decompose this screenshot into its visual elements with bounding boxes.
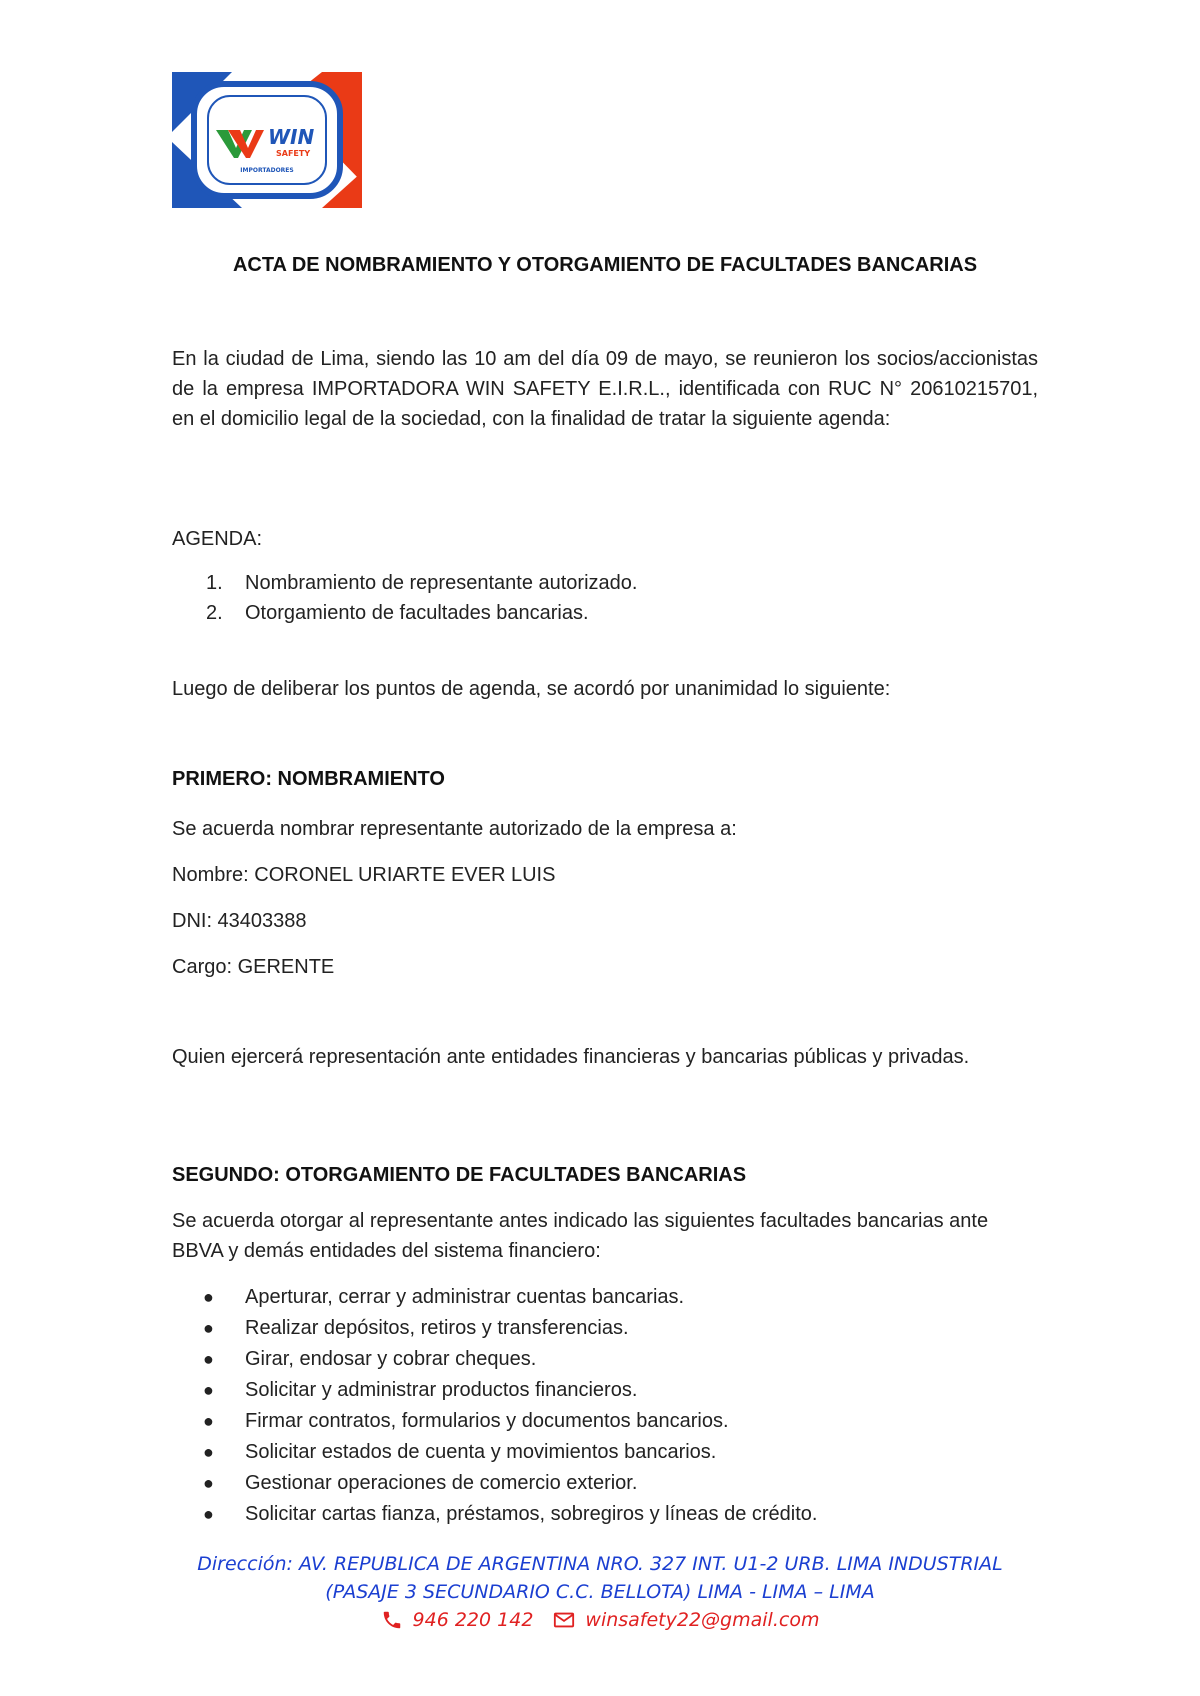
list-item: ● Firmar contratos, formularios y documentos bancarios.: [172, 1406, 1038, 1437]
deliberation-paragraph: Luego de deliberar los puntos de agenda, se acordó por unanimidad lo siguiente:: [172, 678, 891, 700]
footer-address-line-2: (PASAJE 3 SECUNDARIO C.C. BELLOTA) LIMA - LIMA – LIMA: [325, 1581, 875, 1603]
primero-lead: Se acuerda nombrar representante autorizado de la empresa a:: [172, 818, 737, 840]
primero-heading: PRIMERO: NOMBRAMIENTO: [172, 768, 445, 790]
bullet-icon: ●: [203, 1349, 214, 1369]
footer-contact: [0, 1606, 1200, 1639]
nombre-line: Nombre: CORONEL URIARTE EVER LUIS: [172, 864, 556, 886]
bullet-icon: ●: [203, 1504, 214, 1524]
logo-brand-text: WIN: [268, 125, 315, 149]
primero-closing: Quien ejercerá representación ante entidades financieras y bancarias públicas y privadas.: [172, 1046, 970, 1068]
facultades-list: [172, 1282, 1038, 1530]
bullet-icon: ●: [203, 1287, 214, 1307]
segundo-heading: SEGUNDO: OTORGAMIENTO DE FACULTADES BANCARIAS: [172, 1164, 747, 1186]
bullet-icon: ●: [203, 1411, 214, 1431]
intro-paragraph: En la ciudad de Lima, siendo las 10 am del día 09 de mayo, se reunieron los socios/accionistas de la empresa IMPORTADORA WIN SAFETY E.I.R.L., identificada con RUC N° 20610215701, en el domicilio legal de la sociedad, con la finalidad de tratar la siguiente agenda:: [172, 348, 1038, 430]
document-title: ACTA DE NOMBRAMIENTO Y OTORGAMIENTO DE FACULTADES BANCARIAS: [232, 254, 978, 276]
list-item: ● Aperturar, cerrar y administrar cuentas bancarias.: [172, 1282, 1038, 1313]
win-safety-logo: [172, 72, 362, 208]
list-item: ● Gestionar operaciones de comercio exterior.: [172, 1468, 1038, 1499]
list-item: 2. Otorgamiento de facultades bancarias.: [206, 602, 589, 624]
logo-sub-text: SAFETY: [276, 149, 311, 158]
dni-line: DNI: 43403388: [172, 910, 307, 932]
footer-address-line-1: Dirección: AV. REPUBLICA DE ARGENTINA NRO. 327 INT. U1-2 URB. LIMA INDUSTRIAL: [197, 1553, 1003, 1575]
list-item: ● Solicitar cartas fianza, préstamos, sobregiros y líneas de crédito.: [172, 1499, 1038, 1530]
phone-icon: [381, 1609, 403, 1631]
list-item: ● Solicitar y administrar productos financieros.: [172, 1375, 1038, 1406]
list-item: ● Solicitar estados de cuenta y movimientos bancarios.: [172, 1437, 1038, 1468]
logo-tag-text: IMPORTADORES: [240, 167, 294, 174]
footer-email[interactable]: winsafety22@gmail.com: [585, 1609, 820, 1631]
segundo-lead: Se acuerda otorgar al representante antes indicado las siguientes facultades bancarias ante BBVA y demás entidades del sistema financiero:: [172, 1210, 989, 1262]
bullet-icon: ●: [203, 1473, 214, 1493]
bullet-icon: ●: [203, 1318, 214, 1338]
page-footer: [0, 1550, 1200, 1639]
agenda-label: AGENDA:: [172, 528, 263, 550]
bullet-icon: ●: [203, 1380, 214, 1400]
email-icon: [553, 1609, 575, 1631]
list-item: ● Realizar depósitos, retiros y transferencias.: [172, 1313, 1038, 1344]
list-item: ● Girar, endosar y cobrar cheques.: [172, 1344, 1038, 1375]
agenda-list: [172, 568, 1038, 628]
list-item: 1. Nombramiento de representante autorizado.: [206, 572, 638, 594]
bullet-icon: ●: [203, 1442, 214, 1462]
intro-section: [172, 344, 1038, 434]
footer-phone: 946 220 142: [412, 1609, 534, 1631]
cargo-line: Cargo: GERENTE: [172, 956, 335, 978]
